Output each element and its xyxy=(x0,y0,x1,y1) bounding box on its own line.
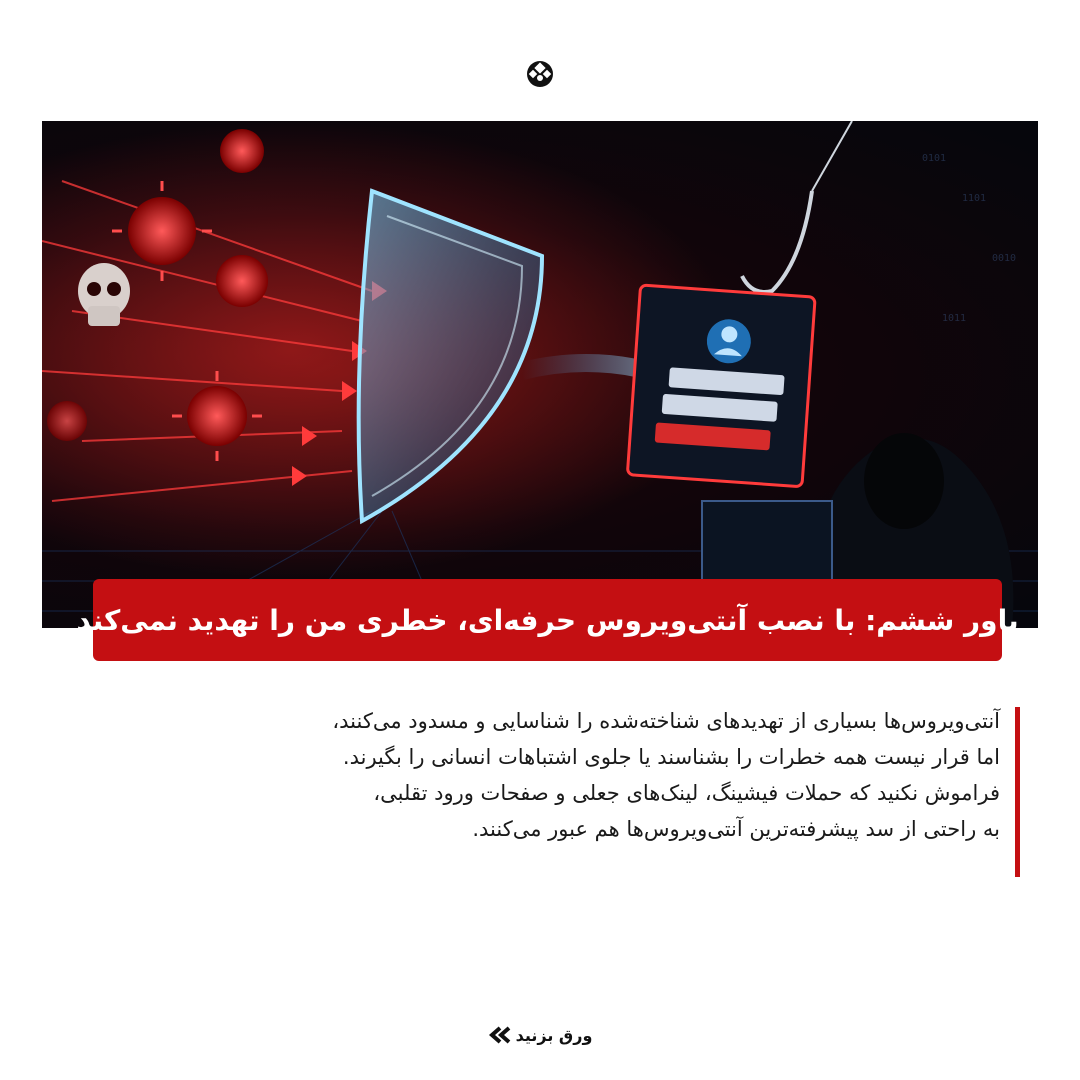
svg-text:0010: 0010 xyxy=(992,253,1017,264)
svg-text:0101: 0101 xyxy=(922,153,947,164)
brand-logo-icon xyxy=(524,58,556,90)
swipe-hint[interactable] xyxy=(480,1020,600,1050)
swipe-label: ورق بزنید xyxy=(515,1025,593,1045)
hero-illustration xyxy=(42,121,1038,628)
accent-bar xyxy=(1015,707,1020,877)
page-title: باور ششم: با نصب آنتی‌ویروس حرفه‌ای، خطری من را تهدید نمی‌کند xyxy=(76,603,1019,637)
body-paragraph xyxy=(65,703,1000,847)
body-line: اما قرار نیست همه خطرات را بشناسند یا جلوی اشتباهات انسانی را بگیرند. xyxy=(342,745,1000,769)
body-line: آنتی‌ویروس‌ها بسیاری از تهدیدهای شناخته‌شده را شناسایی و مسدود می‌کنند، xyxy=(332,709,1000,733)
double-chevron-left-icon xyxy=(488,1026,512,1044)
body-line: فراموش نکنید که حملات فیشینگ، لینک‌های جعلی و صفحات ورود تقلبی، xyxy=(373,781,1000,805)
svg-text:1101: 1101 xyxy=(962,193,987,204)
body-line: به راحتی از سد پیشرفته‌ترین آنتی‌ویروس‌ها هم عبور می‌کنند. xyxy=(472,817,1000,841)
body-section xyxy=(60,703,1020,879)
svg-text:1011: 1011 xyxy=(942,313,967,324)
title-banner xyxy=(76,579,1019,661)
